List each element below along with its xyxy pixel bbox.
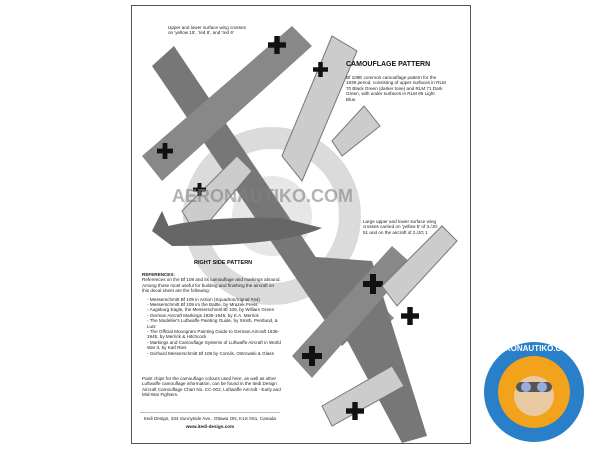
right-side-title: RIGHT SIDE PATTERN [194,260,253,266]
top-view-aircraft-2 [292,226,457,443]
reference-item: - German Aircraft Markings 1935-1945, by K.A. Merrick [147,313,282,318]
balkenkreuz-icon [401,307,419,325]
references-intro: References on the Bf 109 and its camouflage and markings abound. Among those most useful for building and finishing the aircraft on this decal sheet are the following: [142,277,281,294]
reference-item: - Messerschmitt Bf 109 in Action (Squadron/Signal #44) [147,297,282,302]
references-list [142,297,282,356]
camouflage-text: Bf 109E common camouflage pattern for the 1939 period, consisting of upper surfaces in RLM 70 Black Green (darker tone) and RLM 71 Dark Green, with under surfaces in RLM 65 Light Blue. [346,75,446,102]
website: www.itedi-design.com [185,424,235,429]
divider [140,412,280,413]
reference-item: - Augsburg Eagle, the Messerschmitt Bf 109, by William Green [147,307,282,312]
references-footer: Paint chips for the camouflage colours used here, as well as other Luftwaffe camouflage information, can be found in the Itedi Design Aircraft Camouflage Chart No. CC-002, Luftwaffe Aircraft - Early and Mid-War Fighters. [142,376,281,398]
instruction-page [131,5,471,444]
watermark-text: AERONAUTIKO.COM [172,186,353,206]
pilot-logo-icon [482,340,586,444]
callout-top: Upper and lower surface wing crosses on 'yellow 15', 'red 8', and 'red 6' [168,25,246,36]
callout-right: Large upper and lower surface wing crosses carried on 'yellow 5' of 3./JG 51 and on the aircraft of 2./JG 1 [363,219,438,235]
reference-item: - Markings and Camouflage Systems of Luftwaffe Aircraft in World War II, by Karl Ries [147,340,282,351]
reference-item: - The Official Monogram Painting Guide to German Aircraft 1935-1945, by Merrick & Hitchcock [147,329,282,340]
aeronautiko-badge [482,340,586,444]
references [142,272,282,356]
address: Itedi Design, 334 Sunnyside Ave., Ottawa ON, K1S 0S1, Canada [144,416,276,421]
badge-text: AERONAUTIKO.COM [493,344,575,353]
reference-item: - Messerschmitt Bf 109 im the Battle, by Mrazek Press [147,302,282,307]
camouflage-title: CAMOUFLAGE PATTERN [346,61,431,68]
reference-item: - Gerhard Messerschmitt Bf 109 by Cornils, Ostrowski & Glass [147,351,282,356]
references-title: REFERENCES: [142,272,175,277]
reference-item: - The Modeller's Luftwaffe Painting Guide, by Smith, Pentland, & Lutz [147,318,282,329]
